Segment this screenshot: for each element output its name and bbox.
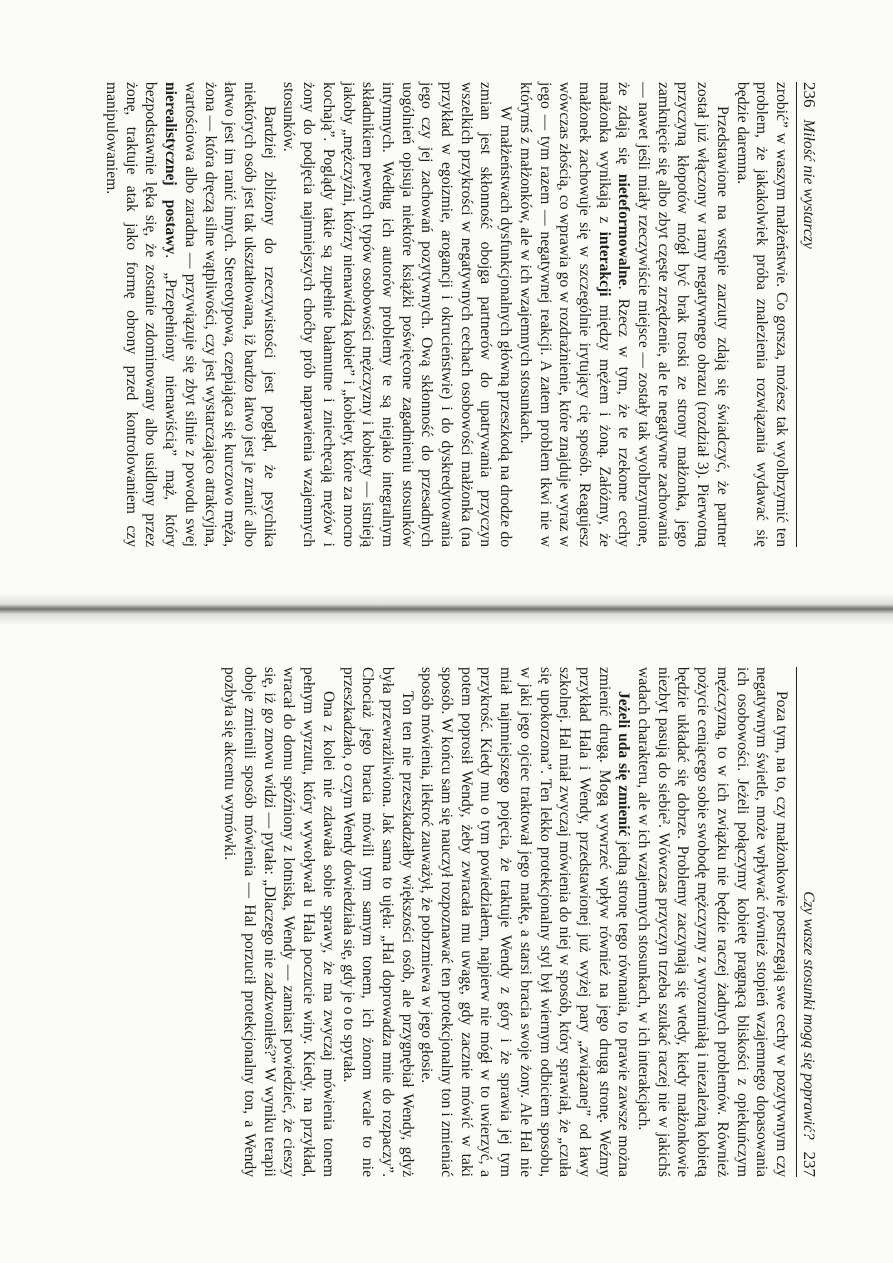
paragraph [101, 82, 278, 547]
right-page [0, 625, 893, 1263]
text-run: W małżeństwach dysfunkcjonalnych główną przeszkodą na drodze do zmian jest skłonność obojga partnerów do upatrywania przyczyn wszelkich przykrości w negatywnych cechach osobowości małżonka (na przykład w egoizmie, arogancji i okrucieństwie) i do dyskredytowania jego czy jej zachowań pozytywnych. Ową skłonność do przesadnych uogólnień opisuja niektóre książki poświęcone zagadnieniu stosunków intymnych. Według ich autorów problemy te są niejako integralnym składnikiem pewnych typów osobowości mężczyzny i kobiety — istnieją jakoby „mężczyźni, którzy nienawidzą kobiet” i „kobiety, które za mocno kochają”. Poglądy takie są zupełnie bałamutne i zniechęcają mężów i żony do podjęcia najmniejszych choćby prób naprawienia wzajemnych stosunków. [280, 82, 515, 547]
paragraph [279, 82, 515, 547]
paragraph [633, 667, 791, 1177]
text-run: jedną stronę tego równania, to prawie zawsze można zmienić drugą. Mogą wywrzeć wpływ również na jego drugą stronę. Weźmy przykład Hala i Wendy, przedstawionej już wyżej pary „związanej” od ławy szkolnej. Hal miał zwyczaj mówienia do niej w sposób, który sprawiał, że „czuła się upokorzona”. Ten lekko protekcjonalny styl był wiernym odbiciem sposobu, w jaki jego ojciec traktował jego matkę, a starsi bracia swoje żony. Ale Hal nie miał najmniejszego pojęcia, że traktuje Wendy z góry i że sprawia jej tym przykrość. Kiedy mu o tym powiedziałem, najpierw nie mógł w to uwierzyć, a potem poprosił Wendy, żeby zwracała mu uwagę, gdy zacznie mówić w taki sposób. W końcu sam się nauczył rozpoznawać ten protekcjonalny ton i zmieniać sposób mówienia, ilekroć zauważył, że pobrzmiewa w jego głosie. [418, 667, 633, 1177]
text-run: . Rzecz w tym, że te rzekome cechy małżonka wynikają z [595, 82, 633, 547]
page-number: 236 [800, 82, 819, 108]
text-run: . „Przepełniony nienawiścią” mąż, który bezpodstawnie lęka się, że zostanie zdominowany albo usidlony przez żonę, traktuje atak jako formę obrony przed kontrolowaniem czy manipulowaniem. [103, 82, 180, 547]
running-title: Miłość nie wystarczy [800, 119, 817, 249]
left-page-body [101, 82, 791, 547]
bold-term: Jeżeli uda się zmienić [615, 691, 633, 837]
left-page-header [796, 82, 821, 547]
bold-term: nieteformowalne [615, 173, 633, 286]
right-page-body [220, 667, 791, 1177]
bold-term: interakcji [595, 231, 613, 297]
bold-term: nierealistycznej postawy [162, 82, 180, 255]
page-number: 237 [800, 1151, 819, 1177]
running-title: Czy wasze stosunki mogą się poprawić? [800, 891, 817, 1140]
paragraph [515, 82, 732, 547]
text-run: Ona z kolei nie zdawała sobie sprawy, że ma zwyczaj mówienia tonem pełnym wyrzutu, który wywoływał u Hala poczucie winy. Kiedy, na przykład, wracał do domu spóźniony z lotniska, Wendy — zamiast powiedzieć, że cieszy się, iż go znowu widzi — pytała: „Dlaczego nie zadzwoniłeś?” W wyniku terapii oboje zmienili sposób mówienia — Hal porzucił protekcjonalny ton, a Wendy pozbyła się akcentu wymówki. [221, 667, 337, 1177]
text-run: Poza tym, na to, czy małżonkowie postrzegają swe cechy w pozytywnym czy negatywnym świetle, może wpływać również stopień wzajemnego dopasowania ich osobowości. Jeżeli połączymy kobietę pragnącą bliskości z opiekuńczym mężczyzną, to w ich związku nie będzie raczej żadnych problemów. Również pożycie ceniącego sobie swobodę mężczyzny z wyrozumiałą i niezależną kobietą będzie układać się dobrze. Problemy zaczynają się wtedy, kiedy małżonkowie niezbyt pasują do siebie². Wówczas przyczyn trzeba szukać raczej nie w jakichś wadach charakteru, ale w ich wzajemnych stosunkach, w ich interakcjach. [635, 667, 790, 1177]
text-run: Przedstawione na wstępie zarzuty zdają się świadczyć, że partner został już włączony w ramy negatywnego obrazu (rozdział 3). Pierwotną przyczyną kłopotów mógł być brak troski ze strony małżonka, jego zamknięcie się albo zbyt częste zrzędzenie, ale te negatywne zachowania — nawet jeśli miały rzeczywiście miejsce — zostały tak wyolbrzymione, że zdają się [615, 82, 731, 547]
text-run: Bardziej zbliżony do rzeczywistości jest pogląd, że psychika niektórych osób jest tak ukształtowana, iż bardzo łatwo jest je zranić albo łatwo jest im ranić innych. Stereotypowa, czepiająca się kurczowo męża, żona — która dręczą silne wątpliwości, czy jest wystarczająco atrakcyjna, wartościowa albo zaradna — przywiązuje się zbyt silnie z powodu swej [181, 82, 278, 547]
text-run: Ton ten nie przeszkadzałby większości osób, ale przygnębiał Wendy, gdyż była przewrażliwiona. Jak sama to ujęła: „Hal doprowadza mnie do rozpaczy”. Chociaż jego bracia mówili tym samym tonem, ich żonom wcale to nie przeszkadzało, o czym Wendy dowiedziała się, gdy je o to spytała. [339, 667, 416, 1177]
book-gutter [0, 592, 893, 626]
left-page [0, 0, 893, 625]
text-run: między mężem i żoną. Załóżmy, że małżonek zachowuje się w szczególnie irytujący cię sposób. Reagujesz wówczas złością, co wprawia go w rozdrażnienie, które znajduje wyraz w jego — tym razem — negatywnej reakcji. A zatem problem tkwi nie w którymś z małżonków, ale w ich wzajemnych stosunkach. [516, 82, 613, 547]
right-page-header [796, 667, 821, 1177]
paragraph [220, 667, 338, 1177]
text-run: zrobić” w waszym małżeństwie. Co gorsza, możesz tak wyolbrzymić ten problem, że jakakolwiek próba znalezienia rozwiązania wydawać się będzie daremna. [733, 82, 790, 547]
paragraph [338, 667, 417, 1177]
paragraph [732, 82, 791, 547]
paragraph [417, 667, 634, 1177]
